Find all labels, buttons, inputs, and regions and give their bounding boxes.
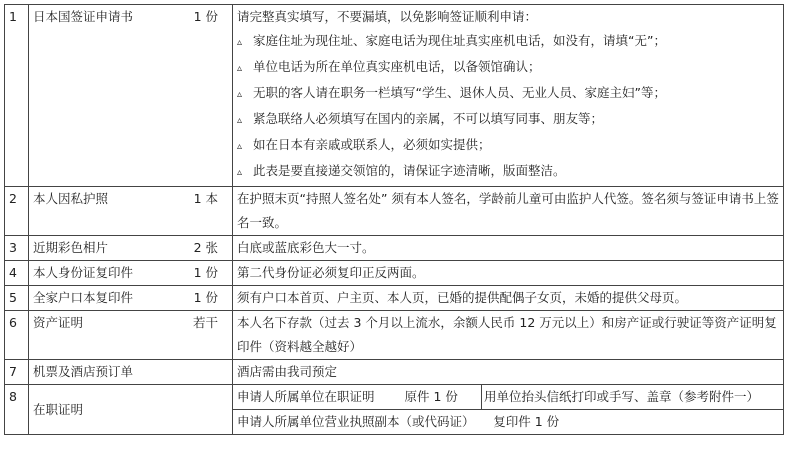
- list-item: ▵ 无职的客人请在职务一栏填写“学生、退休人员、无业人员、家庭主妇”等；: [237, 81, 783, 107]
- item-name: 本人身份证复印件: [33, 265, 134, 280]
- row-number: 6: [5, 311, 29, 360]
- table-row: [5, 311, 784, 360]
- triangle-bullet-icon: ▵: [237, 63, 243, 74]
- row-number: 1: [5, 5, 29, 187]
- table-row: [5, 286, 784, 311]
- item-cell: [29, 385, 233, 435]
- requirement-cell: 须有户口本首页、户主页、本人页，已婚的提供配偶子女页，未婚的提供父母页。: [233, 286, 784, 311]
- row-number: 7: [5, 360, 29, 385]
- item-name: 日本国签证申请书: [33, 9, 134, 24]
- list-item: ▵ 单位电话为所在单位真实座机电话，以备领馆确认；: [237, 55, 783, 81]
- table-row: [5, 360, 784, 385]
- requirement-cell: 在护照末页“持照人签名处” 须有本人签名，学龄前儿童可由监护人代签。签名须与签证申请书上签名一致。: [233, 187, 784, 236]
- sub-requirement-note: 用单位抬头信纸打印或手写、盖章（参考附件一）: [482, 385, 784, 410]
- requirement-cell: [233, 5, 784, 187]
- requirement-cell: 白底或蓝底彩色大一寸。: [233, 236, 784, 261]
- triangle-bullet-icon: ▵: [237, 37, 243, 48]
- requirement-cell: 第二代身份证必须复印正反两面。: [233, 261, 784, 286]
- item-quantity: 1 份: [193, 9, 218, 24]
- item-quantity: 2 张: [193, 240, 218, 255]
- row-number: 2: [5, 187, 29, 236]
- list-item: ▵ 如在日本有亲戚或联系人，必须如实提供；: [237, 133, 783, 159]
- row-number: 5: [5, 286, 29, 311]
- item-cell: [29, 261, 233, 286]
- item-cell: [29, 236, 233, 261]
- table-row: [5, 5, 784, 187]
- requirement-intro: 请完整真实填写，不要漏填，以免影响签证顺利申请：: [237, 9, 538, 24]
- sub-item-quantity: 原件 1 份: [404, 389, 458, 404]
- table-row: [5, 236, 784, 261]
- table-row: [5, 385, 784, 410]
- item-quantity: 1 本: [193, 191, 218, 206]
- table-row: [5, 187, 784, 236]
- triangle-bullet-icon: ▵: [237, 141, 243, 152]
- item-name: 本人因私护照: [33, 191, 109, 206]
- item-name: 机票及酒店预订单: [33, 364, 134, 379]
- triangle-bullet-icon: ▵: [237, 89, 243, 100]
- item-cell: [29, 5, 233, 187]
- requirement-cell: 酒店需由我司预定: [233, 360, 784, 385]
- item-quantity: 1 份: [193, 290, 218, 305]
- table-row: [5, 261, 784, 286]
- list-item: ▵ 紧急联络人必须填写在国内的亲属，不可以填写同事、朋友等；: [237, 107, 783, 133]
- item-quantity: 1 份: [193, 265, 218, 280]
- row-number: 4: [5, 261, 29, 286]
- sub-requirement-cell: [233, 385, 482, 410]
- item-quantity: 若干: [192, 315, 218, 330]
- row-number: 3: [5, 236, 29, 261]
- list-item: ▵ 家庭住址为现住址、家庭电话为现住址真实座机电话，如没有，请填“无”；: [237, 29, 783, 55]
- item-name: 在职证明: [33, 401, 84, 417]
- visa-requirements-table: [4, 4, 784, 435]
- row-number: 8: [5, 385, 29, 435]
- item-cell: [29, 286, 233, 311]
- item-cell: [29, 311, 233, 360]
- requirement-cell: 本人名下存款（过去 3 个月以上流水，余额人民币 12 万元以上）和房产证或行驶证等资产证明复印件（资料越全越好）: [233, 311, 784, 360]
- sub-requirement-cell: 申请人所属单位营业执照副本（或代码证） 复印件 1 份: [233, 410, 784, 435]
- list-item: ▵ 此表是要直接递交领馆的，请保证字迹清晰，版面整洁。: [237, 159, 783, 185]
- sub-item-name: 申请人所属单位在职证明: [237, 389, 375, 404]
- triangle-bullet-icon: ▵: [237, 167, 243, 178]
- item-name: 全家户口本复印件: [33, 290, 134, 305]
- item-quantity: [218, 360, 232, 384]
- item-cell: [29, 360, 233, 385]
- item-name: 资产证明: [33, 315, 84, 330]
- item-cell: [29, 187, 233, 236]
- item-name: 近期彩色相片: [33, 240, 109, 255]
- triangle-bullet-icon: ▵: [237, 115, 243, 126]
